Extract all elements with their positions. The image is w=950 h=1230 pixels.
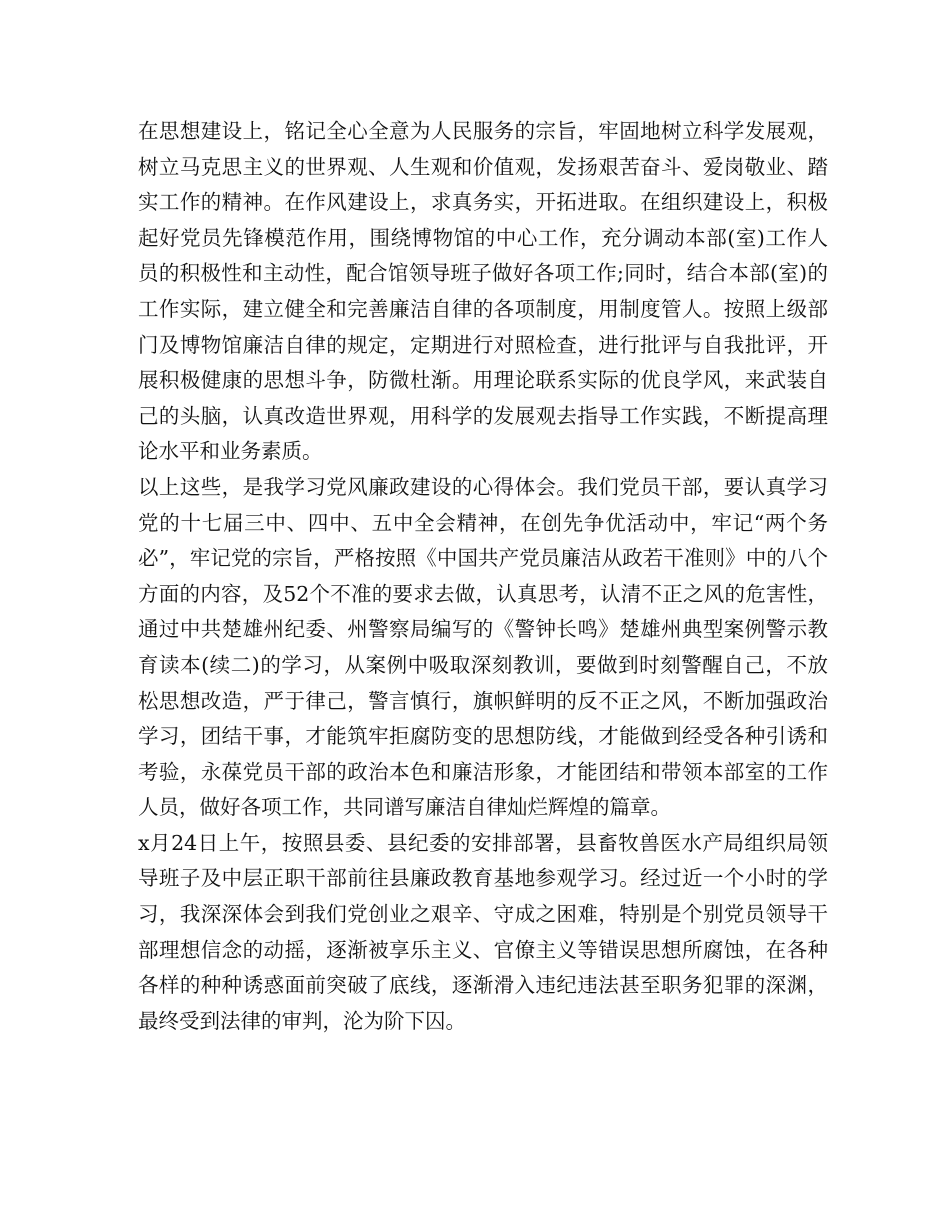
paragraph-ideology: 在思想建设上，铭记全心全意为人民服务的宗旨，牢固地树立科学发展观，树立马克思主义的世界观、人生观和价值观，发扬艰苦奋斗、爱岗敬业、踏实工作的精神。在作风建设上，求真务实，开拓进取。在组织建设上，积极起好党员先锋模范作用，围绕博物馆的中心工作，充分调动本部(室)工作人员的积极性和主动性，配合馆领导班子做好各项工作;同时，结合本部(室)的工作实际，建立健全和完善廉洁自律的各项制度，用制度管人。按照上级部门及博物馆廉洁自律的规定，定期进行对照检查，进行批评与自我批评，开展积极健康的思想斗争，防微杜渐。用理论联系实际的优良学风，来武装自己的头脑，认真改造世界观，用科学的发展观去指导工作实践，不断提高理论水平和业务素质。: [138, 119, 828, 464]
document-body: [138, 114, 828, 1039]
paragraph-visit: x月24日上午，按照县委、县纪委的安排部署，县畜牧兽医水产局组织局领导班子及中层正职干部前往县廉政教育基地参观学习。经过近一个小时的学习，我深深体会到我们党创业之艰辛、守成之困难，特别是个别党员领导干部理想信念的动摇，逐渐被享乐主义、官僚主义等错误思想所腐蚀，在各种各样的种种诱惑面前突破了底线，逐渐滑入违纪违法甚至职务犯罪的深渊，最终受到法律的审判，沦为阶下囚。: [138, 830, 828, 1033]
paragraph-reflection: 以上这些，是我学习党风廉政建设的心得体会。我们党员干部，要认真学习党的十七届三中、四中、五中全会精神，在创先争优活动中，牢记“两个务必”，牢记党的宗旨，严格按照《中国共产党员廉洁从政若干准则》中的八个方面的内容，及52个不准的要求去做，认真思考，认清不正之风的危害性，通过中共楚雄州纪委、州警察局编写的《警钟长鸣》楚雄州典型案例警示教育读本(续二)的学习，从案例中吸取深刻教训，要做到时刻警醒自己，不放松思想改造，严于律己，警言慎行，旗帜鲜明的反不正之风，不断加强政治学习，团结干事，才能筑牢拒腐防变的思想防线，才能做到经受各种引诱和考验，永葆党员干部的政治本色和廉洁形象，才能团结和带领本部室的工作人员，做好各项工作，共同谱写廉洁自律灿烂辉煌的篇章。: [138, 474, 828, 820]
